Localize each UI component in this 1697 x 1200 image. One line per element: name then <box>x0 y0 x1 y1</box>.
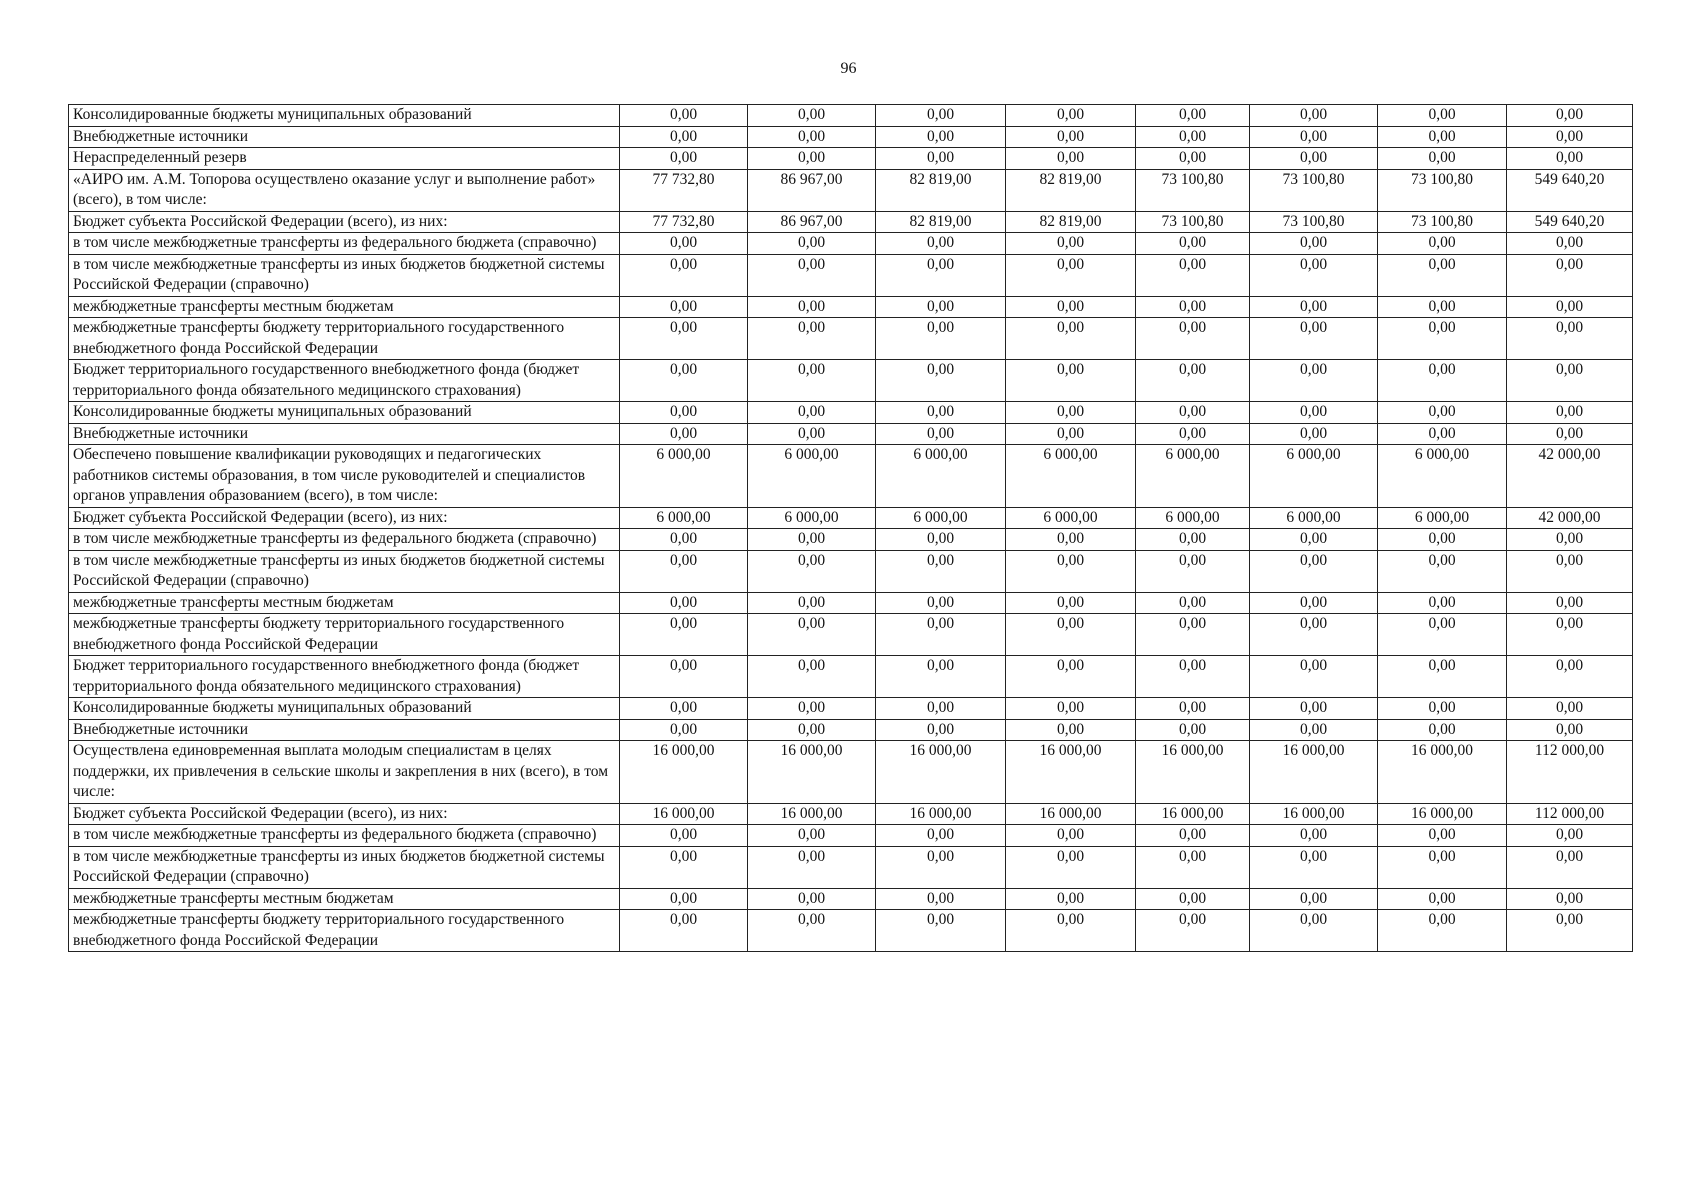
value-cell: 0,00 <box>748 254 876 296</box>
value-cell: 77 732,80 <box>620 169 748 211</box>
value-cell: 0,00 <box>748 846 876 888</box>
row-label: в том числе межбюджетные трансферты из федерального бюджета (справочно) <box>69 233 620 255</box>
table-row <box>69 445 1633 508</box>
value-cell: 0,00 <box>1378 402 1507 424</box>
row-label: в том числе межбюджетные трансферты из иных бюджетов бюджетной системы Российской Федерации (справочно) <box>69 846 620 888</box>
value-cell: 0,00 <box>1136 318 1250 360</box>
value-cell: 0,00 <box>1006 318 1136 360</box>
value-cell: 0,00 <box>1136 423 1250 445</box>
value-cell: 0,00 <box>876 254 1006 296</box>
total-cell: 0,00 <box>1507 148 1633 170</box>
value-cell: 0,00 <box>876 550 1006 592</box>
value-cell: 6 000,00 <box>1250 507 1378 529</box>
value-cell: 0,00 <box>748 719 876 741</box>
value-cell: 0,00 <box>1136 296 1250 318</box>
row-label: в том числе межбюджетные трансферты из федерального бюджета (справочно) <box>69 529 620 551</box>
value-cell: 0,00 <box>1136 846 1250 888</box>
total-cell: 42 000,00 <box>1507 507 1633 529</box>
value-cell: 0,00 <box>876 126 1006 148</box>
table-row <box>69 888 1633 910</box>
row-label: в том числе межбюджетные трансферты из федерального бюджета (справочно) <box>69 825 620 847</box>
table-row <box>69 910 1633 952</box>
value-cell: 0,00 <box>620 423 748 445</box>
value-cell: 0,00 <box>620 719 748 741</box>
value-cell: 0,00 <box>1378 614 1507 656</box>
value-cell: 0,00 <box>748 592 876 614</box>
table-row <box>69 318 1633 360</box>
value-cell: 0,00 <box>1006 254 1136 296</box>
value-cell: 6 000,00 <box>876 445 1006 508</box>
value-cell: 0,00 <box>876 233 1006 255</box>
table-row <box>69 169 1633 211</box>
value-cell: 0,00 <box>1250 825 1378 847</box>
value-cell: 16 000,00 <box>1006 803 1136 825</box>
value-cell: 0,00 <box>1378 105 1507 127</box>
total-cell: 549 640,20 <box>1507 211 1633 233</box>
value-cell: 0,00 <box>876 698 1006 720</box>
value-cell: 0,00 <box>1136 910 1250 952</box>
value-cell: 0,00 <box>620 592 748 614</box>
value-cell: 77 732,80 <box>620 211 748 233</box>
value-cell: 0,00 <box>876 318 1006 360</box>
value-cell: 0,00 <box>1250 423 1378 445</box>
value-cell: 0,00 <box>748 698 876 720</box>
total-cell: 0,00 <box>1507 698 1633 720</box>
value-cell: 0,00 <box>876 402 1006 424</box>
value-cell: 0,00 <box>620 126 748 148</box>
value-cell: 0,00 <box>1378 233 1507 255</box>
value-cell: 0,00 <box>1136 614 1250 656</box>
value-cell: 0,00 <box>1006 296 1136 318</box>
value-cell: 0,00 <box>1006 719 1136 741</box>
value-cell: 0,00 <box>1136 254 1250 296</box>
value-cell: 6 000,00 <box>1250 445 1378 508</box>
table-row <box>69 592 1633 614</box>
table-row <box>69 507 1633 529</box>
row-label: межбюджетные трансферты бюджету территориального государственного внебюджетного фонда Российской Федерации <box>69 318 620 360</box>
value-cell: 0,00 <box>1250 402 1378 424</box>
value-cell: 0,00 <box>620 846 748 888</box>
row-label: Консолидированные бюджеты муниципальных образований <box>69 698 620 720</box>
row-label: Обеспечено повышение квалификации руководящих и педагогических работников системы образования, в том числе руководителей и специалистов органов управления образованием (всего), в том числе: <box>69 445 620 508</box>
value-cell: 0,00 <box>1250 719 1378 741</box>
value-cell: 0,00 <box>1136 825 1250 847</box>
value-cell: 0,00 <box>748 550 876 592</box>
value-cell: 16 000,00 <box>748 741 876 804</box>
total-cell: 0,00 <box>1507 656 1633 698</box>
value-cell: 0,00 <box>1250 910 1378 952</box>
table-body <box>69 105 1633 952</box>
value-cell: 0,00 <box>1136 550 1250 592</box>
value-cell: 6 000,00 <box>876 507 1006 529</box>
row-label: Консолидированные бюджеты муниципальных образований <box>69 402 620 424</box>
value-cell: 82 819,00 <box>1006 211 1136 233</box>
value-cell: 0,00 <box>1250 888 1378 910</box>
value-cell: 0,00 <box>1378 825 1507 847</box>
value-cell: 0,00 <box>1250 360 1378 402</box>
value-cell: 0,00 <box>620 614 748 656</box>
value-cell: 16 000,00 <box>1250 803 1378 825</box>
value-cell: 0,00 <box>1136 656 1250 698</box>
value-cell: 0,00 <box>876 360 1006 402</box>
value-cell: 0,00 <box>876 529 1006 551</box>
total-cell: 0,00 <box>1507 105 1633 127</box>
total-cell: 0,00 <box>1507 846 1633 888</box>
table-row <box>69 254 1633 296</box>
value-cell: 0,00 <box>748 126 876 148</box>
table-row <box>69 360 1633 402</box>
table-row <box>69 529 1633 551</box>
table-row <box>69 211 1633 233</box>
value-cell: 0,00 <box>1250 846 1378 888</box>
value-cell: 86 967,00 <box>748 169 876 211</box>
row-label: межбюджетные трансферты местным бюджетам <box>69 592 620 614</box>
value-cell: 73 100,80 <box>1250 211 1378 233</box>
value-cell: 0,00 <box>1136 148 1250 170</box>
value-cell: 0,00 <box>748 910 876 952</box>
table-row <box>69 741 1633 804</box>
value-cell: 0,00 <box>748 233 876 255</box>
value-cell: 6 000,00 <box>1006 507 1136 529</box>
value-cell: 6 000,00 <box>1136 445 1250 508</box>
value-cell: 0,00 <box>1250 318 1378 360</box>
total-cell: 0,00 <box>1507 423 1633 445</box>
table-row <box>69 423 1633 445</box>
table-row <box>69 148 1633 170</box>
value-cell: 0,00 <box>620 360 748 402</box>
value-cell: 0,00 <box>1006 360 1136 402</box>
row-label: Внебюджетные источники <box>69 423 620 445</box>
row-label: Нераспределенный резерв <box>69 148 620 170</box>
value-cell: 16 000,00 <box>620 741 748 804</box>
value-cell: 0,00 <box>1136 529 1250 551</box>
table-row <box>69 698 1633 720</box>
table-row <box>69 825 1633 847</box>
value-cell: 0,00 <box>1378 254 1507 296</box>
value-cell: 6 000,00 <box>620 507 748 529</box>
row-label: межбюджетные трансферты местным бюджетам <box>69 888 620 910</box>
value-cell: 0,00 <box>748 825 876 847</box>
value-cell: 0,00 <box>620 254 748 296</box>
row-label: межбюджетные трансферты бюджету территориального государственного внебюджетного фонда Российской Федерации <box>69 614 620 656</box>
value-cell: 16 000,00 <box>1250 741 1378 804</box>
value-cell: 0,00 <box>1250 254 1378 296</box>
total-cell: 0,00 <box>1507 719 1633 741</box>
value-cell: 16 000,00 <box>1006 741 1136 804</box>
value-cell: 0,00 <box>1136 592 1250 614</box>
value-cell: 0,00 <box>1378 423 1507 445</box>
value-cell: 0,00 <box>1006 614 1136 656</box>
total-cell: 0,00 <box>1507 296 1633 318</box>
value-cell: 0,00 <box>1250 105 1378 127</box>
value-cell: 0,00 <box>748 529 876 551</box>
value-cell: 0,00 <box>748 402 876 424</box>
table-row <box>69 402 1633 424</box>
value-cell: 0,00 <box>620 105 748 127</box>
value-cell: 0,00 <box>1378 656 1507 698</box>
row-label: Бюджет субъекта Российской Федерации (всего), из них: <box>69 507 620 529</box>
value-cell: 6 000,00 <box>1136 507 1250 529</box>
value-cell: 16 000,00 <box>1378 741 1507 804</box>
value-cell: 0,00 <box>1136 105 1250 127</box>
value-cell: 0,00 <box>1250 550 1378 592</box>
value-cell: 0,00 <box>1250 698 1378 720</box>
value-cell: 0,00 <box>876 614 1006 656</box>
value-cell: 0,00 <box>620 233 748 255</box>
value-cell: 0,00 <box>748 296 876 318</box>
value-cell: 0,00 <box>1006 529 1136 551</box>
value-cell: 16 000,00 <box>876 741 1006 804</box>
total-cell: 0,00 <box>1507 529 1633 551</box>
value-cell: 0,00 <box>1378 550 1507 592</box>
value-cell: 0,00 <box>1378 318 1507 360</box>
total-cell: 0,00 <box>1507 360 1633 402</box>
row-label: межбюджетные трансферты бюджету территориального государственного внебюджетного фонда Российской Федерации <box>69 910 620 952</box>
row-label: в том числе межбюджетные трансферты из иных бюджетов бюджетной системы Российской Федерации (справочно) <box>69 550 620 592</box>
table-row <box>69 296 1633 318</box>
value-cell: 73 100,80 <box>1136 169 1250 211</box>
total-cell: 0,00 <box>1507 592 1633 614</box>
value-cell: 73 100,80 <box>1378 169 1507 211</box>
value-cell: 0,00 <box>1136 888 1250 910</box>
row-label: межбюджетные трансферты местным бюджетам <box>69 296 620 318</box>
value-cell: 0,00 <box>876 719 1006 741</box>
table-row <box>69 656 1633 698</box>
row-label: Консолидированные бюджеты муниципальных образований <box>69 105 620 127</box>
total-cell: 0,00 <box>1507 233 1633 255</box>
value-cell: 0,00 <box>1378 148 1507 170</box>
value-cell: 0,00 <box>620 296 748 318</box>
row-label: Бюджет субъекта Российской Федерации (всего), из них: <box>69 211 620 233</box>
row-label: Внебюджетные источники <box>69 126 620 148</box>
value-cell: 0,00 <box>1136 719 1250 741</box>
value-cell: 6 000,00 <box>748 507 876 529</box>
value-cell: 16 000,00 <box>620 803 748 825</box>
row-label: Бюджет субъекта Российской Федерации (всего), из них: <box>69 803 620 825</box>
value-cell: 0,00 <box>1378 846 1507 888</box>
value-cell: 0,00 <box>620 402 748 424</box>
value-cell: 16 000,00 <box>1136 803 1250 825</box>
value-cell: 0,00 <box>620 910 748 952</box>
value-cell: 0,00 <box>876 656 1006 698</box>
value-cell: 0,00 <box>1006 592 1136 614</box>
value-cell: 0,00 <box>876 846 1006 888</box>
value-cell: 0,00 <box>1378 719 1507 741</box>
value-cell: 0,00 <box>1250 233 1378 255</box>
value-cell: 0,00 <box>1006 910 1136 952</box>
value-cell: 73 100,80 <box>1250 169 1378 211</box>
total-cell: 42 000,00 <box>1507 445 1633 508</box>
value-cell: 0,00 <box>748 105 876 127</box>
value-cell: 0,00 <box>1378 888 1507 910</box>
value-cell: 6 000,00 <box>620 445 748 508</box>
value-cell: 0,00 <box>748 656 876 698</box>
value-cell: 0,00 <box>748 360 876 402</box>
value-cell: 0,00 <box>1250 296 1378 318</box>
value-cell: 0,00 <box>1136 126 1250 148</box>
value-cell: 0,00 <box>876 825 1006 847</box>
value-cell: 0,00 <box>876 105 1006 127</box>
table-row <box>69 846 1633 888</box>
value-cell: 0,00 <box>1250 126 1378 148</box>
value-cell: 0,00 <box>1250 614 1378 656</box>
value-cell: 0,00 <box>1006 698 1136 720</box>
table-row <box>69 550 1633 592</box>
value-cell: 0,00 <box>1006 656 1136 698</box>
total-cell: 112 000,00 <box>1507 803 1633 825</box>
value-cell: 0,00 <box>620 656 748 698</box>
value-cell: 6 000,00 <box>748 445 876 508</box>
value-cell: 0,00 <box>748 614 876 656</box>
value-cell: 0,00 <box>1378 529 1507 551</box>
value-cell: 0,00 <box>1378 360 1507 402</box>
value-cell: 0,00 <box>1006 105 1136 127</box>
value-cell: 73 100,80 <box>1378 211 1507 233</box>
value-cell: 0,00 <box>748 318 876 360</box>
value-cell: 0,00 <box>1006 148 1136 170</box>
value-cell: 0,00 <box>1006 825 1136 847</box>
value-cell: 0,00 <box>1006 402 1136 424</box>
value-cell: 16 000,00 <box>1378 803 1507 825</box>
value-cell: 73 100,80 <box>1136 211 1250 233</box>
value-cell: 0,00 <box>1378 592 1507 614</box>
value-cell: 0,00 <box>620 888 748 910</box>
value-cell: 0,00 <box>876 296 1006 318</box>
table-row <box>69 233 1633 255</box>
value-cell: 82 819,00 <box>876 211 1006 233</box>
value-cell: 0,00 <box>1006 846 1136 888</box>
value-cell: 16 000,00 <box>1136 741 1250 804</box>
value-cell: 0,00 <box>1136 360 1250 402</box>
value-cell: 0,00 <box>876 888 1006 910</box>
value-cell: 0,00 <box>876 592 1006 614</box>
value-cell: 82 819,00 <box>1006 169 1136 211</box>
value-cell: 6 000,00 <box>1378 445 1507 508</box>
row-label: в том числе межбюджетные трансферты из иных бюджетов бюджетной системы Российской Федерации (справочно) <box>69 254 620 296</box>
table-row <box>69 614 1633 656</box>
row-label: Бюджет территориального государственного внебюджетного фонда (бюджет территориального фонда обязательного медицинского страхования) <box>69 360 620 402</box>
value-cell: 0,00 <box>1250 529 1378 551</box>
value-cell: 0,00 <box>1378 910 1507 952</box>
row-label: Осуществлена единовременная выплата молодым специалистам в целях поддержки, их привлечения в сельские школы и закрепления в них (всего), в том числе: <box>69 741 620 804</box>
value-cell: 0,00 <box>1378 126 1507 148</box>
value-cell: 0,00 <box>1006 550 1136 592</box>
total-cell: 0,00 <box>1507 550 1633 592</box>
value-cell: 0,00 <box>1006 888 1136 910</box>
value-cell: 0,00 <box>1250 148 1378 170</box>
row-label: Внебюджетные источники <box>69 719 620 741</box>
page-number: 96 <box>840 60 857 77</box>
total-cell: 0,00 <box>1507 402 1633 424</box>
value-cell: 0,00 <box>1006 423 1136 445</box>
value-cell: 0,00 <box>1250 592 1378 614</box>
value-cell: 0,00 <box>748 148 876 170</box>
value-cell: 0,00 <box>1378 698 1507 720</box>
value-cell: 0,00 <box>1378 296 1507 318</box>
value-cell: 6 000,00 <box>1378 507 1507 529</box>
value-cell: 0,00 <box>620 825 748 847</box>
total-cell: 0,00 <box>1507 614 1633 656</box>
total-cell: 549 640,20 <box>1507 169 1633 211</box>
value-cell: 0,00 <box>876 423 1006 445</box>
total-cell: 0,00 <box>1507 254 1633 296</box>
row-label: Бюджет территориального государственного внебюджетного фонда (бюджет территориального фонда обязательного медицинского страхования) <box>69 656 620 698</box>
value-cell: 0,00 <box>1006 233 1136 255</box>
value-cell: 0,00 <box>620 318 748 360</box>
budget-table <box>68 104 1633 952</box>
total-cell: 0,00 <box>1507 126 1633 148</box>
table-row <box>69 719 1633 741</box>
value-cell: 0,00 <box>1250 656 1378 698</box>
row-label: «АИРО им. А.М. Топорова осуществлено оказание услуг и выполнение работ» (всего), в том числе: <box>69 169 620 211</box>
value-cell: 0,00 <box>620 529 748 551</box>
table-row <box>69 105 1633 127</box>
total-cell: 112 000,00 <box>1507 741 1633 804</box>
value-cell: 0,00 <box>620 698 748 720</box>
total-cell: 0,00 <box>1507 318 1633 360</box>
value-cell: 82 819,00 <box>876 169 1006 211</box>
value-cell: 16 000,00 <box>876 803 1006 825</box>
value-cell: 0,00 <box>748 888 876 910</box>
value-cell: 0,00 <box>1006 126 1136 148</box>
value-cell: 16 000,00 <box>748 803 876 825</box>
value-cell: 0,00 <box>876 148 1006 170</box>
value-cell: 0,00 <box>876 910 1006 952</box>
value-cell: 6 000,00 <box>1006 445 1136 508</box>
value-cell: 0,00 <box>620 148 748 170</box>
value-cell: 0,00 <box>1136 233 1250 255</box>
value-cell: 0,00 <box>1136 698 1250 720</box>
total-cell: 0,00 <box>1507 888 1633 910</box>
table-row <box>69 803 1633 825</box>
value-cell: 86 967,00 <box>748 211 876 233</box>
total-cell: 0,00 <box>1507 825 1633 847</box>
table-row <box>69 126 1633 148</box>
value-cell: 0,00 <box>748 423 876 445</box>
value-cell: 0,00 <box>1136 402 1250 424</box>
total-cell: 0,00 <box>1507 910 1633 952</box>
value-cell: 0,00 <box>620 550 748 592</box>
